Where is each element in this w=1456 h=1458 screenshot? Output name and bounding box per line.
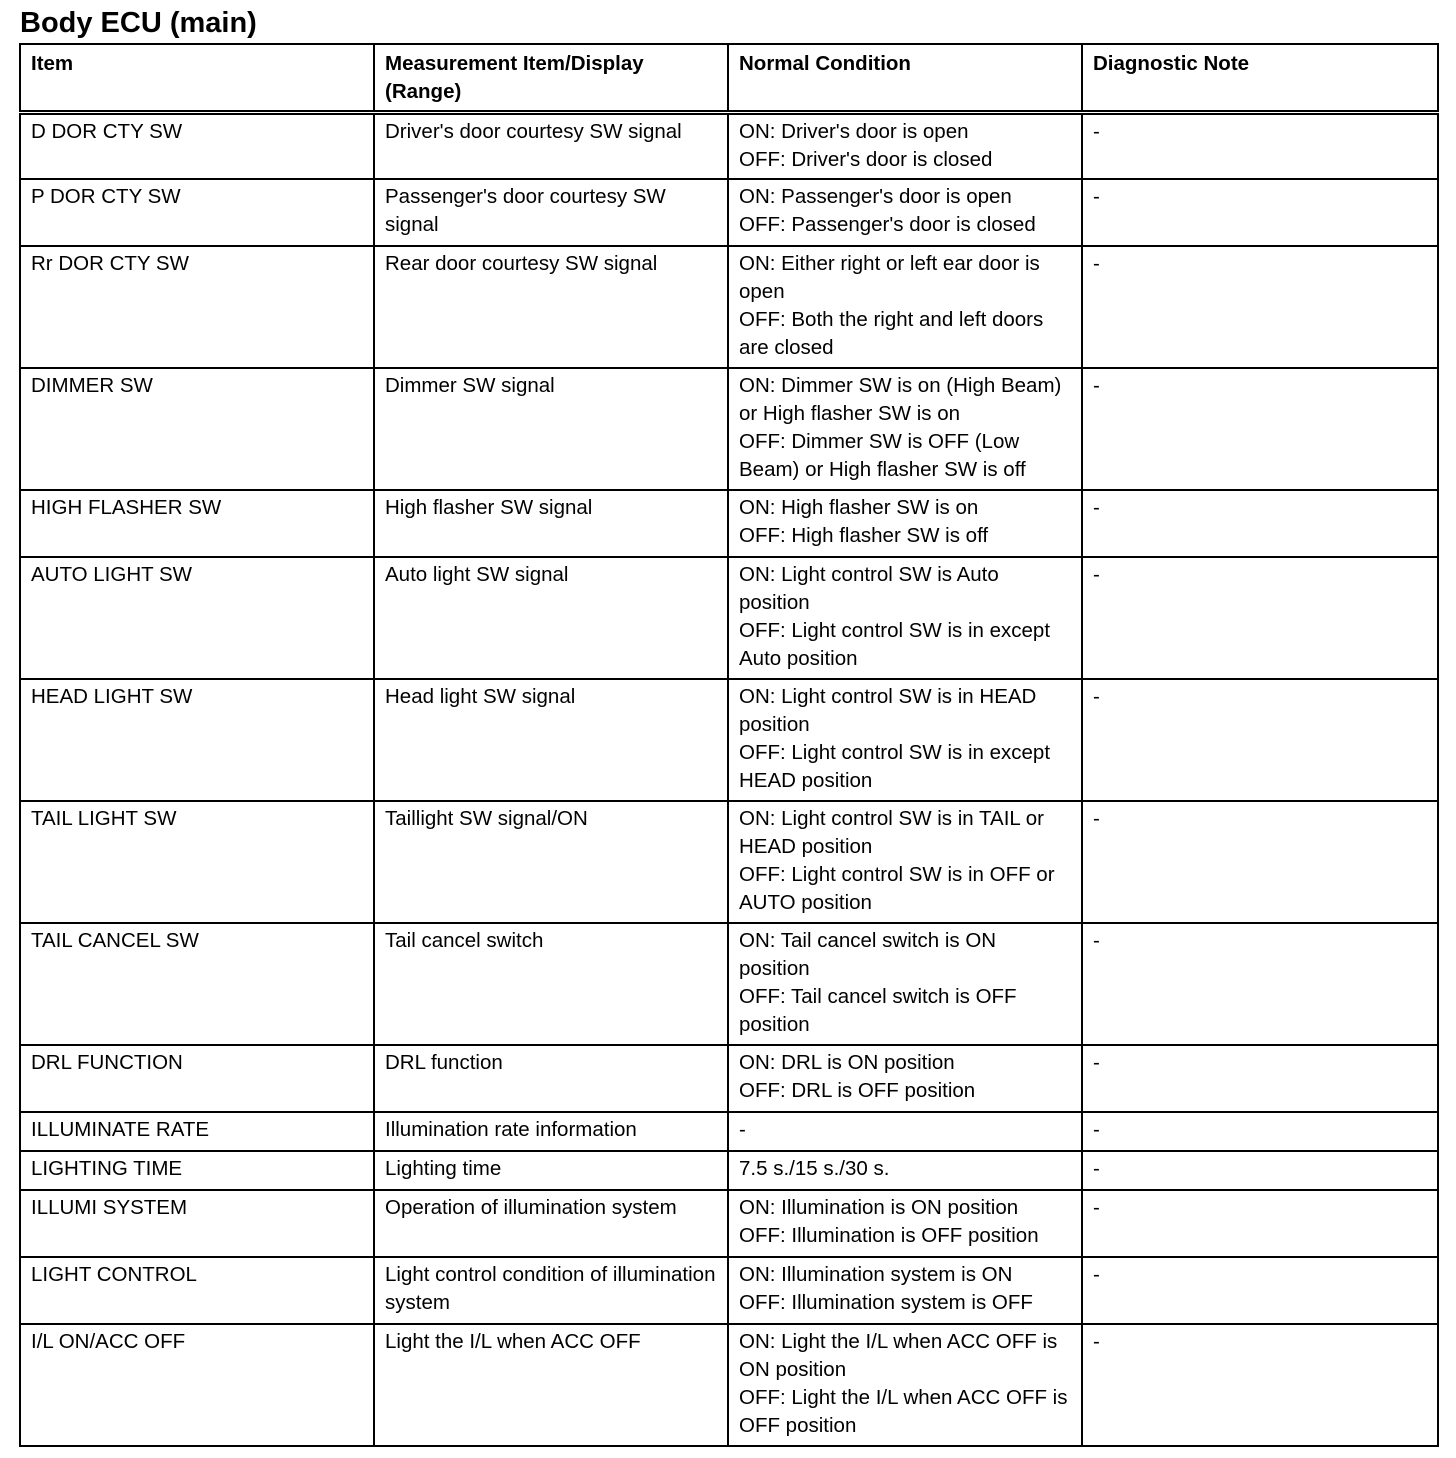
cell-measurement: Dimmer SW signal — [374, 368, 728, 490]
cell-measurement: Rear door courtesy SW signal — [374, 246, 728, 368]
table-row — [20, 1112, 1438, 1151]
cell-diagnostic-note: - — [1082, 923, 1438, 1045]
cell-normal-condition: ON: Light control SW is Auto position OFF: Light control SW is in except Auto position — [728, 557, 1082, 679]
cell-normal-condition: ON: High flasher SW is on OFF: High flasher SW is off — [728, 490, 1082, 557]
cell-normal-condition: ON: Light the I/L when ACC OFF is ON position OFF: Light the I/L when ACC OFF is OFF position — [728, 1324, 1082, 1446]
cell-measurement: Driver's door courtesy SW signal — [374, 112, 728, 179]
table-row — [20, 1257, 1438, 1324]
cell-measurement: Operation of illumination system — [374, 1190, 728, 1257]
cell-measurement: DRL function — [374, 1045, 728, 1112]
table-row — [20, 1151, 1438, 1190]
cell-item: AUTO LIGHT SW — [20, 557, 374, 679]
table-row — [20, 490, 1438, 557]
cell-item: ILLUMINATE RATE — [20, 1112, 374, 1151]
table-row — [20, 112, 1438, 179]
table-body — [20, 112, 1438, 1446]
cell-normal-condition: ON: Tail cancel switch is ON position OFF: Tail cancel switch is OFF position — [728, 923, 1082, 1045]
cell-measurement: Passenger's door courtesy SW signal — [374, 179, 728, 246]
cell-item: Rr DOR CTY SW — [20, 246, 374, 368]
header-diagnostic-note: Diagnostic Note — [1082, 44, 1438, 112]
cell-diagnostic-note: - — [1082, 1190, 1438, 1257]
cell-diagnostic-note: - — [1082, 112, 1438, 179]
cell-measurement: Light the I/L when ACC OFF — [374, 1324, 728, 1446]
cell-diagnostic-note: - — [1082, 801, 1438, 923]
header-normal-condition: Normal Condition — [728, 44, 1082, 112]
cell-item: ILLUMI SYSTEM — [20, 1190, 374, 1257]
cell-normal-condition: ON: DRL is ON position OFF: DRL is OFF position — [728, 1045, 1082, 1112]
header-item: Item — [20, 44, 374, 112]
table-row — [20, 801, 1438, 923]
cell-item: DIMMER SW — [20, 368, 374, 490]
table-header-row — [20, 44, 1438, 112]
cell-normal-condition: ON: Either right or left ear door is open OFF: Both the right and left doors are closed — [728, 246, 1082, 368]
header-measurement: Measurement Item/Display (Range) — [374, 44, 728, 112]
cell-normal-condition: 7.5 s./15 s./30 s. — [728, 1151, 1082, 1190]
cell-normal-condition: - — [728, 1112, 1082, 1151]
cell-measurement: Head light SW signal — [374, 679, 728, 801]
cell-diagnostic-note: - — [1082, 679, 1438, 801]
cell-diagnostic-note: - — [1082, 1045, 1438, 1112]
table-row — [20, 179, 1438, 246]
cell-normal-condition: ON: Light control SW is in HEAD position OFF: Light control SW is in except HEAD position — [728, 679, 1082, 801]
cell-normal-condition: ON: Dimmer SW is on (High Beam) or High flasher SW is on OFF: Dimmer SW is OFF (Low Beam) or High flasher SW is off — [728, 368, 1082, 490]
cell-measurement: Taillight SW signal/ON — [374, 801, 728, 923]
cell-item: TAIL CANCEL SW — [20, 923, 374, 1045]
cell-normal-condition: ON: Driver's door is open OFF: Driver's door is closed — [728, 112, 1082, 179]
cell-measurement: High flasher SW signal — [374, 490, 728, 557]
table-row — [20, 368, 1438, 490]
cell-normal-condition: ON: Illumination is ON position OFF: Illumination is OFF position — [728, 1190, 1082, 1257]
cell-normal-condition: ON: Illumination system is ON OFF: Illumination system is OFF — [728, 1257, 1082, 1324]
table-row — [20, 923, 1438, 1045]
body-ecu-table — [19, 43, 1439, 1447]
cell-measurement: Lighting time — [374, 1151, 728, 1190]
cell-item: TAIL LIGHT SW — [20, 801, 374, 923]
cell-diagnostic-note: - — [1082, 368, 1438, 490]
cell-item: LIGHTING TIME — [20, 1151, 374, 1190]
table-row — [20, 246, 1438, 368]
cell-item: DRL FUNCTION — [20, 1045, 374, 1112]
cell-item: I/L ON/ACC OFF — [20, 1324, 374, 1446]
cell-measurement: Auto light SW signal — [374, 557, 728, 679]
cell-item: P DOR CTY SW — [20, 179, 374, 246]
cell-diagnostic-note: - — [1082, 1151, 1438, 1190]
cell-measurement: Tail cancel switch — [374, 923, 728, 1045]
cell-diagnostic-note: - — [1082, 490, 1438, 557]
cell-diagnostic-note: - — [1082, 1257, 1438, 1324]
cell-normal-condition: ON: Light control SW is in TAIL or HEAD position OFF: Light control SW is in OFF or AUTO position — [728, 801, 1082, 923]
cell-normal-condition: ON: Passenger's door is open OFF: Passenger's door is closed — [728, 179, 1082, 246]
cell-measurement: Illumination rate information — [374, 1112, 728, 1151]
cell-item: D DOR CTY SW — [20, 112, 374, 179]
table-row — [20, 1324, 1438, 1446]
table-row — [20, 1190, 1438, 1257]
cell-item: HIGH FLASHER SW — [20, 490, 374, 557]
cell-diagnostic-note: - — [1082, 246, 1438, 368]
table-row — [20, 679, 1438, 801]
cell-item: HEAD LIGHT SW — [20, 679, 374, 801]
cell-measurement: Light control condition of illumination system — [374, 1257, 728, 1324]
table-row — [20, 557, 1438, 679]
cell-item: LIGHT CONTROL — [20, 1257, 374, 1324]
table-row — [20, 1045, 1438, 1112]
cell-diagnostic-note: - — [1082, 557, 1438, 679]
page-title: Body ECU (main) — [20, 7, 257, 39]
cell-diagnostic-note: - — [1082, 1324, 1438, 1446]
cell-diagnostic-note: - — [1082, 179, 1438, 246]
cell-diagnostic-note: - — [1082, 1112, 1438, 1151]
